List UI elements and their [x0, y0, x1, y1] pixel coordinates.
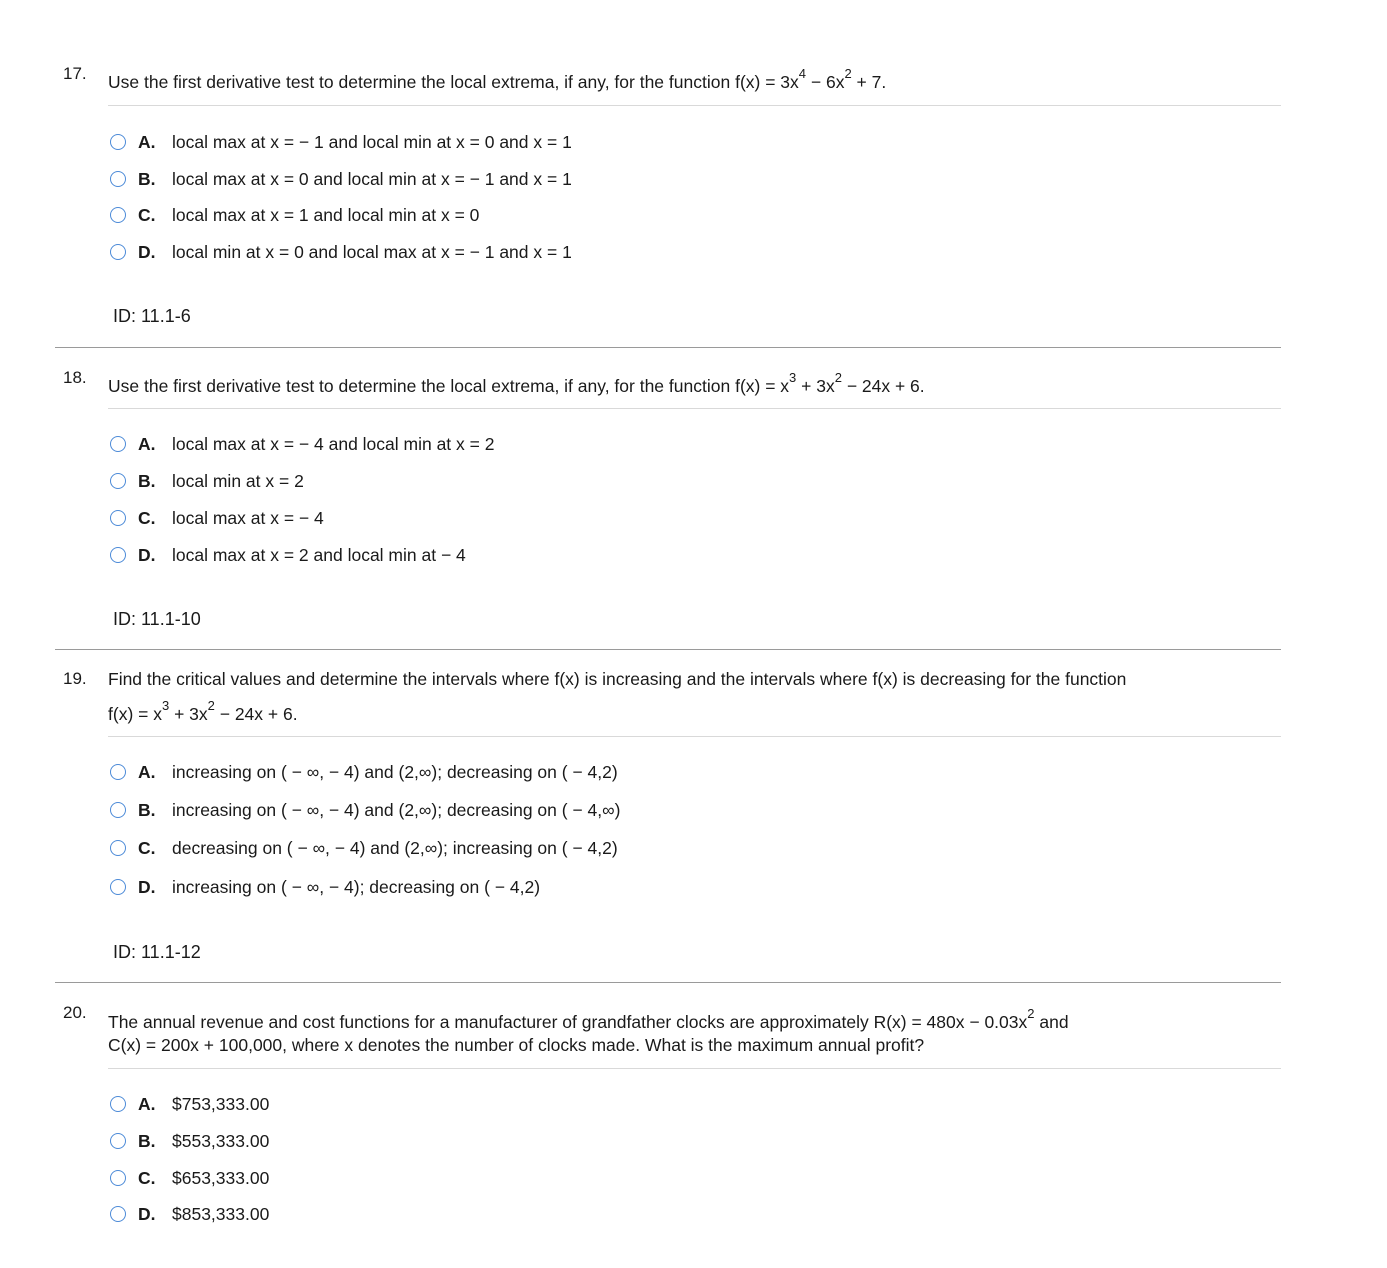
radio-button-icon[interactable] — [110, 802, 126, 818]
function-expression: $f(x) = x^3 + 3x^2 - 24x + 6$. — [108, 698, 298, 724]
radio-button-icon[interactable] — [110, 1206, 126, 1222]
radio-button-icon[interactable] — [110, 547, 126, 563]
radio-button-icon[interactable] — [110, 436, 126, 452]
radio-button-icon[interactable] — [110, 510, 126, 526]
answer-option-c[interactable]: C. local max at x = 1 and local min at x = 0 — [110, 202, 479, 228]
radio-button-icon[interactable] — [110, 171, 126, 187]
question-number: 17. — [63, 64, 87, 83]
question-divider — [108, 736, 1281, 737]
radio-button-icon[interactable] — [110, 764, 126, 780]
answer-option-b[interactable]: B. local max at x = 0 and local min at x = − 1 and x = 1 — [110, 166, 572, 192]
answer-option-b[interactable]: B. local min at x = 2 — [110, 468, 304, 494]
answer-option-b[interactable]: B. $553,333.00 — [110, 1128, 269, 1154]
answer-option-d[interactable]: D. local max at x = 2 and local min at − 4 — [110, 542, 466, 568]
question-number: 20. — [63, 1003, 87, 1022]
answer-option-d[interactable]: D. $853,333.00 — [110, 1201, 269, 1227]
question-id: ID: 11.1-12 — [113, 942, 201, 962]
function-expression: $f(x) = 3x^4 - 6x^2 + 7$. — [735, 66, 887, 92]
question-id: ID: 11.1-10 — [113, 609, 201, 629]
answer-option-a[interactable]: A. increasing on ( − ∞, − 4) and (2,∞); decreasing on ( − 4,2) — [110, 759, 618, 785]
section-divider — [55, 649, 1281, 650]
radio-button-icon[interactable] — [110, 134, 126, 150]
stem-text: Use the first derivative test to determine the local extrema, if any, for the function — [108, 376, 731, 396]
function-expression: $f(x) = x^3 + 3x^2 - 24x + 6$. — [735, 370, 925, 396]
radio-button-icon[interactable] — [110, 473, 126, 489]
question-stem — [108, 668, 1258, 726]
answer-option-c[interactable]: C. decreasing on ( − ∞, − 4) and (2,∞); increasing on ( − 4,2) — [110, 835, 618, 861]
section-divider — [55, 347, 1281, 348]
question-stem — [108, 66, 1258, 94]
question-id: ID: 11.1-6 — [113, 306, 191, 326]
section-divider — [55, 982, 1281, 983]
answer-option-d[interactable]: D. increasing on ( − ∞, − 4); decreasing on ( − 4,2) — [110, 874, 540, 900]
answer-option-a[interactable]: A. local max at x = − 1 and local min at x = 0 and x = 1 — [110, 129, 572, 155]
answer-option-c[interactable]: C. $653,333.00 — [110, 1165, 269, 1191]
stem-text: Use the first derivative test to determine the local extrema, if any, for the function — [108, 72, 731, 92]
question-number: 19. — [63, 669, 87, 688]
radio-button-icon[interactable] — [110, 207, 126, 223]
stem-text-line-2: C(x) = 200x + 100,000, where x denotes the number of clocks made. What is the maximum annual profit? — [108, 1035, 925, 1055]
stem-text: Find the critical values and determine the intervals where f(x) is increasing and the intervals where f(x) is decreasing for the function — [108, 669, 1127, 689]
answer-option-c[interactable]: C. local max at x = − 4 — [110, 505, 324, 531]
answer-option-a[interactable]: A. local max at x = − 4 and local min at x = 2 — [110, 431, 494, 457]
question-stem — [108, 370, 1258, 398]
question-divider — [108, 1068, 1281, 1069]
radio-button-icon[interactable] — [110, 879, 126, 895]
stem-text: The annual revenue and cost functions for a manufacturer of grandfather clocks are approximately $R(x) = 480x - 0.03x^2$ and — [108, 1006, 1069, 1032]
answer-option-a[interactable]: A. $753,333.00 — [110, 1091, 269, 1117]
radio-button-icon[interactable] — [110, 244, 126, 260]
radio-button-icon[interactable] — [110, 1170, 126, 1186]
radio-button-icon[interactable] — [110, 1133, 126, 1149]
question-divider — [108, 408, 1281, 409]
question-stem — [108, 1006, 1258, 1057]
answer-option-d[interactable]: D. local min at x = 0 and local max at x = − 1 and x = 1 — [110, 239, 572, 265]
answer-option-b[interactable]: B. increasing on ( − ∞, − 4) and (2,∞); decreasing on ( − 4,∞) — [110, 797, 620, 823]
radio-button-icon[interactable] — [110, 1096, 126, 1112]
question-number: 18. — [63, 368, 87, 387]
radio-button-icon[interactable] — [110, 840, 126, 856]
question-divider — [108, 105, 1281, 106]
